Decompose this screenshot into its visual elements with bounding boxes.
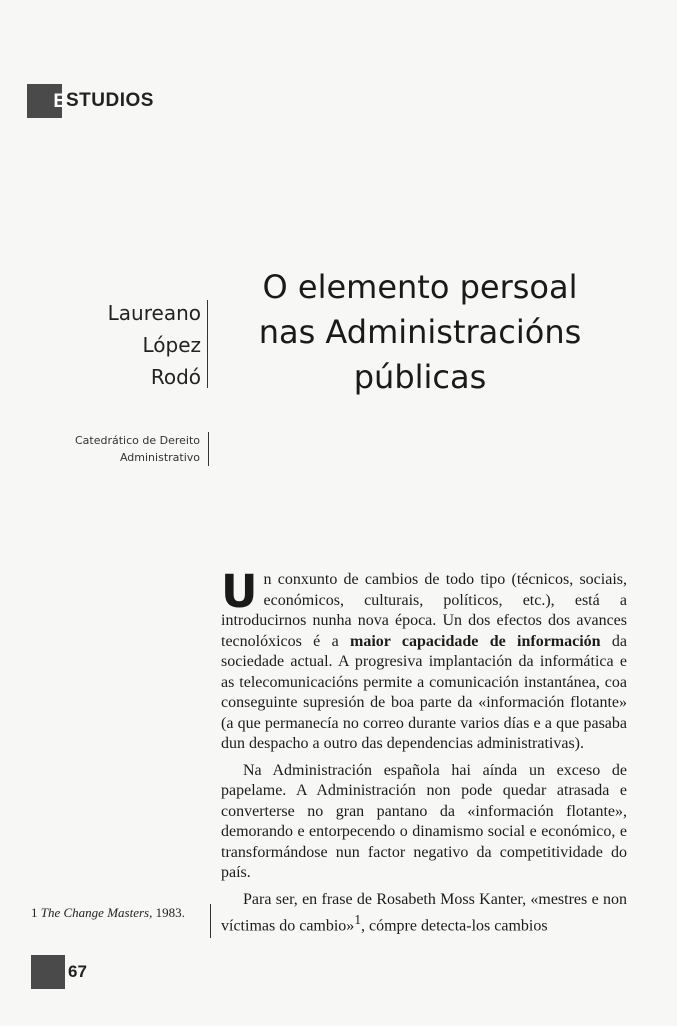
title-line-1: O elemento persoal [262, 268, 578, 306]
paragraph-2: Na Administración española hai aínda un exceso de papelame. A Administración non pode quedar atrasada e converterse no gran pantano da «información flotante», demorando e entorpecendo o dinamismo social e económico, e transformándose nun factor negativo da competitividade do país. [221, 761, 627, 881]
title-line-3: públicas [353, 358, 487, 396]
paragraph-1-text-a: n conxunto de cambios de todo tipo (técnicos, sociais, económicos, culturais, políticos, etc.), está a introducirnos nunha nova época. Un dos efectos dos avances tecnolóxicos é a [221, 571, 627, 650]
section-header [27, 84, 154, 118]
affiliation-line-1: Catedrático de Dereito [74, 434, 200, 447]
footnote-year: 1983. [155, 905, 185, 920]
page-number: 67 [68, 962, 87, 981]
footnote-number: 1 [31, 905, 38, 920]
paragraph-3-text-b: , cómpre detecta-los cambios [360, 917, 548, 935]
section-first-letter: E [53, 91, 66, 112]
affiliation-divider [208, 432, 209, 466]
affiliation-line-2: Administrativo [119, 451, 200, 464]
author-affiliation [40, 432, 200, 466]
paragraph-1-emphasis: maior capacidade de información [350, 632, 601, 650]
paragraph-3 [221, 890, 627, 937]
article-title [222, 265, 618, 400]
paragraph-1-text-b: da sociedade actual. A progresiva implantación da informática e as telecomunicacións permite a comunicación instantánea, coa conseguinte supresión de boa parte da «información flotante» (a que permanecía no correo durante varios días e a que pasaba dun despacho a outro das dependencias administrativas). [221, 632, 627, 752]
footnote-title: The Change Masters, [40, 905, 153, 920]
footnote-reference: 1 [354, 912, 361, 927]
section-marker-block [27, 84, 66, 118]
author-divider [207, 300, 208, 388]
author-surname-2: Rodó [150, 365, 201, 389]
article-body [221, 565, 627, 937]
author-first-name: Laureano [107, 301, 201, 325]
author-surname-1: López [142, 333, 201, 357]
footnote [31, 904, 203, 921]
paragraph-1 [221, 565, 627, 755]
title-line-2: nas Administracións [258, 313, 582, 351]
section-label: STUDIOS [66, 90, 154, 111]
author-name [60, 297, 201, 393]
paragraph-3-text-a: Para ser, en frase de Rosabeth Moss Kanter, «mestres e non víctimas do cambio» [221, 890, 627, 935]
drop-cap: U [221, 565, 258, 618]
footnote-divider [210, 904, 211, 938]
page-number-block [31, 955, 65, 989]
